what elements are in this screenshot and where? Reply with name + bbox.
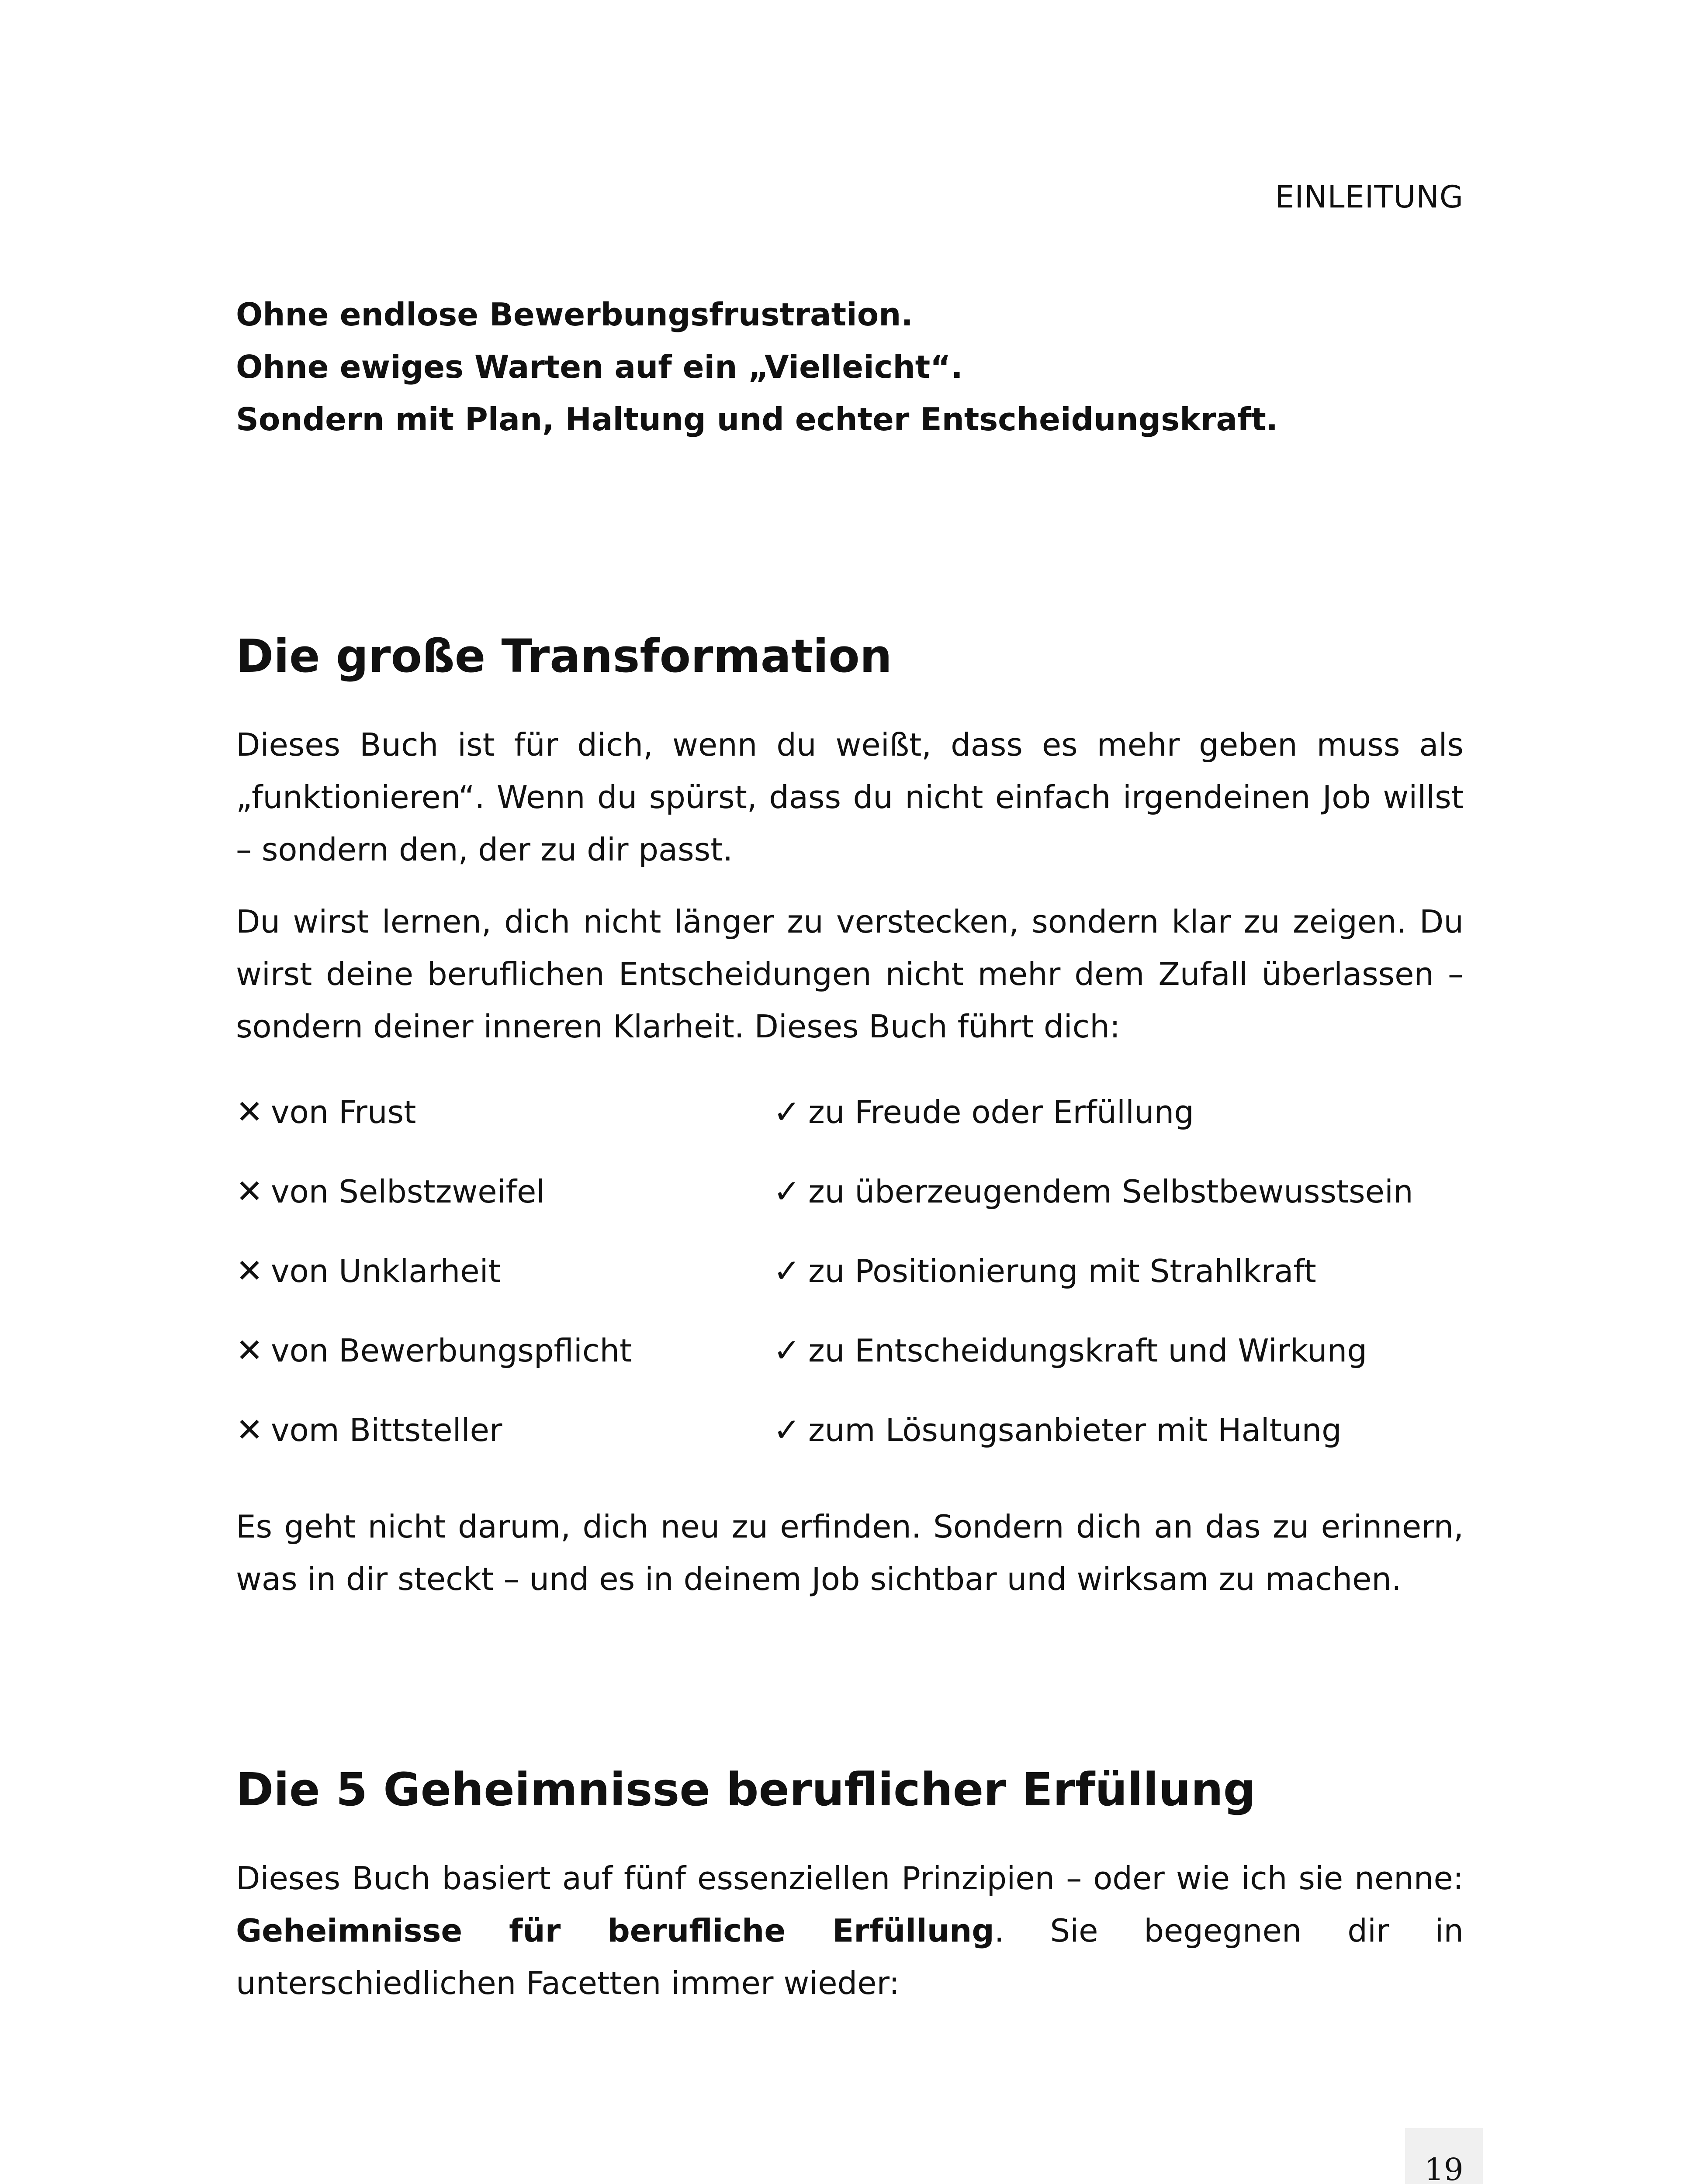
checkmark-icon: ✓ xyxy=(773,1172,801,1210)
transformation-from-label: von Frust xyxy=(271,1093,416,1130)
transformation-from xyxy=(236,1332,773,1369)
cross-icon: ✕ xyxy=(236,1252,263,1290)
body-paragraph: Du wirst lernen, dich nicht länger zu verstecken, sondern klar zu zeigen. Du wirst deine beruflichen Entscheidungen nicht mehr dem Zufall überlassen – sondern deiner inneren Klarheit. Dieses Buch führt dich: xyxy=(236,903,1464,1045)
transformation-row xyxy=(236,1390,1464,1470)
transformation-to-label: zu überzeugendem Selbstbewusstsein xyxy=(808,1173,1413,1210)
intro-line: Ohne ewiges Warten auf ein „Vielleicht“. xyxy=(236,349,963,385)
transformation-to xyxy=(773,1332,1367,1369)
checkmark-icon: ✓ xyxy=(773,1331,801,1369)
cross-icon: ✕ xyxy=(236,1331,263,1369)
body-paragraph: Es geht nicht darum, dich neu zu erfinden. Sondern dich an das zu erinnern, was in dir steckt – und es in deinem Job sichtbar und wirksam zu machen. xyxy=(236,1508,1464,1597)
transformation-from-label: von Selbstzweifel xyxy=(271,1173,545,1210)
section-heading-secrets: Die 5 Geheimnisse beruflicher Erfüllung xyxy=(236,1762,1256,1816)
transformation-row xyxy=(236,1231,1464,1311)
intro-line: Sondern mit Plan, Haltung und echter Entscheidungskraft. xyxy=(236,401,1278,438)
page-content xyxy=(236,288,1464,2029)
transformation-to xyxy=(773,1093,1194,1131)
cross-icon: ✕ xyxy=(236,1093,263,1131)
checkmark-icon: ✓ xyxy=(773,1411,801,1449)
transformation-to-label: zu Entscheidungskraft und Wirkung xyxy=(808,1332,1367,1369)
transformation-from xyxy=(236,1411,773,1449)
cross-icon: ✕ xyxy=(236,1172,263,1210)
running-head: EINLEITUNG xyxy=(1275,179,1464,215)
intro-block xyxy=(236,288,1464,446)
emphasis-text: Geheimnisse für berufliche Erfüllung xyxy=(236,1912,994,1949)
transformation-to xyxy=(773,1173,1413,1210)
transformation-from-label: von Unklarheit xyxy=(271,1252,501,1289)
checkmark-icon: ✓ xyxy=(773,1252,801,1290)
checkmark-icon: ✓ xyxy=(773,1093,801,1131)
transformation-row xyxy=(236,1152,1464,1231)
transformation-row xyxy=(236,1311,1464,1390)
transformation-list xyxy=(236,1072,1464,1470)
transformation-from-label: von Bewerbungspflicht xyxy=(271,1332,632,1369)
page-number: 19 xyxy=(1424,2152,1464,2184)
section-heading-transformation: Die große Transformation xyxy=(236,629,892,683)
transformation-from xyxy=(236,1093,773,1131)
cross-icon: ✕ xyxy=(236,1411,263,1449)
body-paragraph-secrets xyxy=(236,1852,1464,2009)
body-paragraph: Dieses Buch ist für dich, wenn du weißt, dass es mehr geben muss als „funktionieren“. Wenn du spürst, dass du nicht einfach irgendeinen Job willst – sondern den, der zu dir passt. xyxy=(236,726,1464,868)
transformation-to-label: zum Lösungsanbieter mit Haltung xyxy=(808,1411,1342,1448)
transformation-from xyxy=(236,1173,773,1210)
transformation-to-label: zu Freude oder Erfüllung xyxy=(808,1093,1194,1130)
intro-line: Ohne endlose Bewerbungsfrustration. xyxy=(236,296,913,333)
transformation-row xyxy=(236,1072,1464,1152)
transformation-to-label: zu Positionierung mit Strahlkraft xyxy=(808,1252,1316,1289)
transformation-from-label: vom Bittsteller xyxy=(271,1411,502,1448)
transformation-from xyxy=(236,1252,773,1290)
paragraph-text: Dieses Buch basiert auf fünf essenziellen Prinzipien – oder wie ich sie nenne: xyxy=(236,1859,1464,1897)
paragraph-text: . Sie begegnen dir in unterschiedlichen Facetten immer wieder: xyxy=(236,1912,1464,2001)
transformation-to xyxy=(773,1411,1342,1449)
transformation-to xyxy=(773,1252,1316,1290)
page-number-tab xyxy=(1405,2128,1483,2184)
